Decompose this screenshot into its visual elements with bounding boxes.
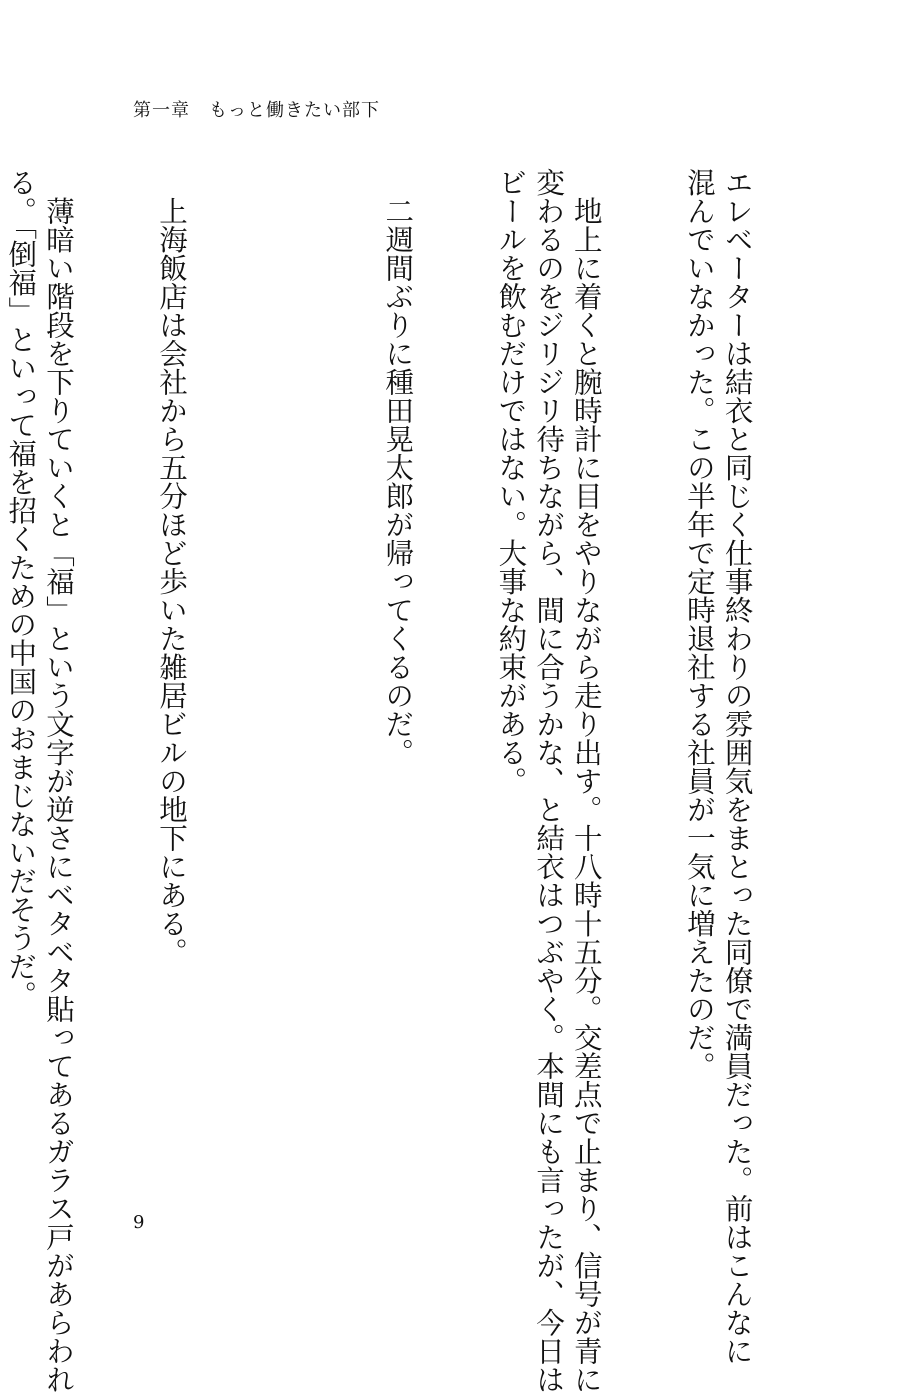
paragraph: 薄暗い階段を下りていくと「福」という文字が逆さにベタベタ貼ってあるガラス戸があらわれ る。「倒福」といって福を招くための中国のおまじないだそうだ。 bbox=[4, 168, 75, 1394]
page-number: 9 bbox=[133, 1212, 145, 1233]
running-head: 第一章 もっと働きたい部下 bbox=[133, 100, 380, 121]
paragraph: エレベーターは結衣と同じく仕事終わりの雰囲気をまとった同僚で満員だった。前はこんなに 混んでいなかった。この半年で定時退社する社員が一気に増えたのだ。 bbox=[682, 168, 754, 1365]
paragraph: 二週間ぶりに種田晃太郎が帰ってくるのだ。 bbox=[381, 168, 415, 767]
paragraph: 地上に着くと腕時計に目をやりながら走り出す。十八時十五分。交差点で止まり、信号が青に 変わるのをジリジリ待ちながら、間に合うかな、と結衣はつぶやく。本間にも言ったが、今日は ビールを飲むだけではない。大事な約束がある。 bbox=[494, 168, 603, 1394]
paragraph: 上海飯店は会社から五分ほど歩いた雑居ビルの地下にある。 bbox=[155, 168, 189, 966]
body-text bbox=[4, 168, 831, 1394]
blank-line bbox=[265, 168, 303, 1188]
